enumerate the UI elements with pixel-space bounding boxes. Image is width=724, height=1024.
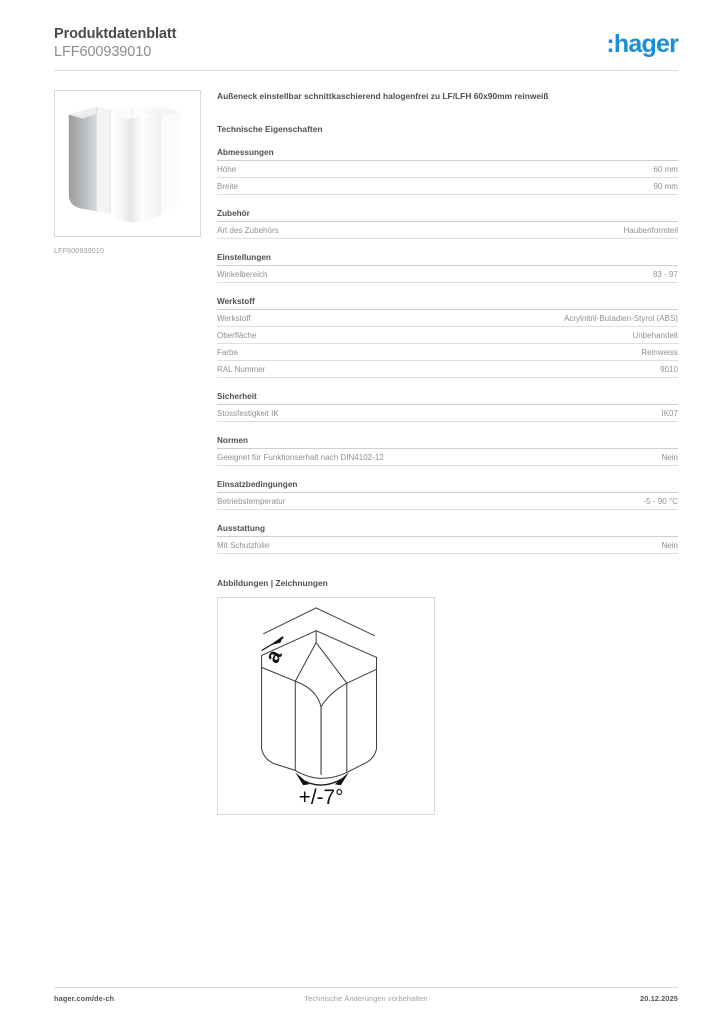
spec-value: Unbehandelt (632, 330, 678, 340)
spec-group (217, 209, 678, 239)
spec-group (217, 480, 678, 510)
spec-row (217, 327, 678, 344)
product-photo-frame (54, 90, 201, 237)
page-footer (54, 994, 678, 1010)
spec-row (217, 361, 678, 378)
main-content-column (217, 90, 678, 815)
spec-row (217, 222, 678, 239)
spec-row (217, 266, 678, 283)
spec-label: Breite (217, 181, 239, 191)
spec-value: Nein (661, 540, 678, 550)
spec-row (217, 178, 678, 195)
product-description-title: Außeneck einstellbar schnittkaschierend halogenfrei zu LF/LFH 60x90mm reinweiß (217, 91, 549, 101)
footer-divider (54, 987, 678, 988)
product-photo-caption: LFF600939010 (54, 246, 104, 255)
spec-group (217, 297, 678, 378)
spec-label: Mit Schutzfolie (217, 540, 270, 550)
product-photo-corner-piece-icon (55, 91, 200, 236)
spec-group (217, 436, 678, 466)
document-title: Produktdatenblatt (54, 26, 177, 42)
spec-label: Stossfestigkeit IK (217, 408, 279, 418)
spec-row (217, 537, 678, 554)
spec-row (217, 493, 678, 510)
page-header (54, 26, 678, 72)
spec-value: 9010 (660, 364, 678, 374)
spec-group (217, 253, 678, 283)
spec-label: Werkstoff (217, 313, 251, 323)
footer-website[interactable]: hager.com/de-ch (54, 994, 115, 1003)
footer-disclaimer: Technische Änderungen vorbehalten (304, 994, 428, 1003)
header-titles (54, 26, 176, 61)
spec-label: Art des Zubehörs (217, 225, 279, 235)
footer-date: 20.12.2025 (640, 994, 678, 1003)
hager-logo: :hager (606, 30, 678, 58)
spec-group (217, 148, 678, 195)
spec-label: Farbe (217, 347, 238, 357)
spec-group-title: Werkstoff (217, 297, 678, 310)
spec-label: Höhe (217, 164, 237, 174)
technical-drawing-corner-piece (218, 598, 434, 814)
spec-value: Reinweiss (641, 347, 678, 357)
spec-value: Nein (661, 452, 678, 462)
spec-group-title: Sicherheit (217, 392, 678, 405)
drawing-angle-label: +/-7° (298, 786, 344, 810)
spec-label: RAL Nummer (217, 364, 266, 374)
spec-value: 60 mm (653, 164, 678, 174)
spec-group-title: Normen (217, 436, 678, 449)
product-reference: LFF600939010 (54, 44, 152, 60)
spec-value: Acrylnitril-Butadien-Styrol (ABS) (563, 313, 678, 323)
spec-group-title: Ausstattung (217, 524, 678, 537)
spec-group-title: Einstellungen (217, 253, 678, 266)
specifications-table (217, 148, 678, 554)
spec-value: IK07 (661, 408, 678, 418)
spec-label: Geeignet für Funktionserhalt nach DIN4102-12 (217, 452, 384, 462)
spec-row (217, 161, 678, 178)
spec-value: 90 mm (653, 181, 678, 191)
spec-group-title: Einsatzbedingungen (217, 480, 678, 493)
spec-row (217, 344, 678, 361)
drawing-dimension-label-a: a (260, 645, 287, 667)
spec-label: Oberfläche (217, 330, 257, 340)
spec-group (217, 524, 678, 554)
technical-properties-heading: Technische Eigenschaften (217, 124, 323, 134)
drawings-heading: Abbildungen | Zeichnungen (217, 578, 328, 588)
spec-row (217, 310, 678, 327)
spec-group-title: Zubehör (217, 209, 678, 222)
spec-group (217, 392, 678, 422)
spec-value: 83 - 97 (652, 269, 678, 279)
spec-row (217, 449, 678, 466)
product-photo-column (54, 90, 201, 255)
spec-row (217, 405, 678, 422)
spec-value: -5 - 90 °C (643, 496, 678, 506)
spec-value: Haubenformteil (623, 225, 678, 235)
technical-drawing-frame (217, 597, 435, 815)
spec-label: Betriebstemperatur (217, 496, 286, 506)
spec-group-title: Abmessungen (217, 148, 678, 161)
header-divider (54, 70, 678, 71)
spec-label: Winkelbereich (217, 269, 268, 279)
